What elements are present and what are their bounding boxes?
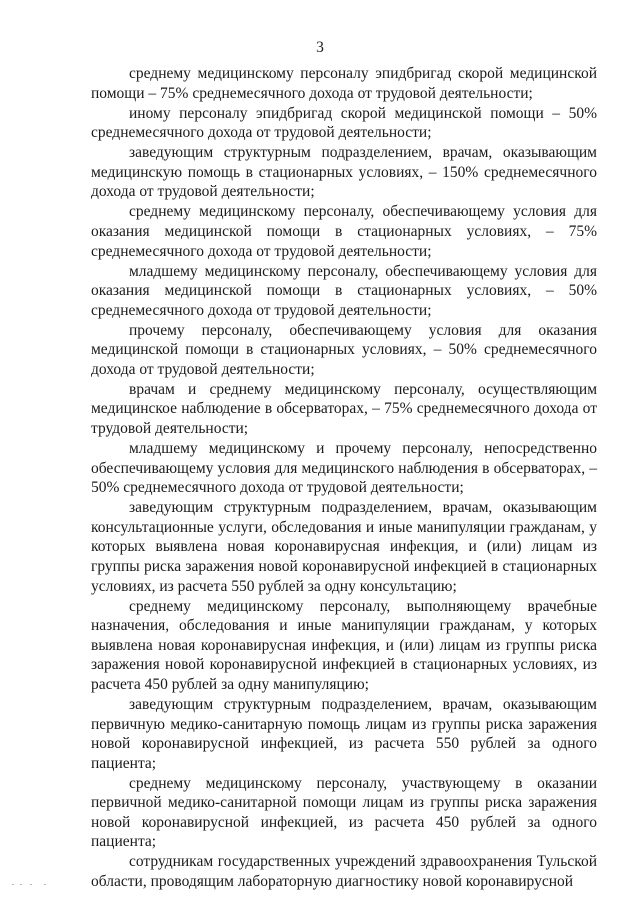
paragraph-5: младшему медицинскому персоналу, обеспечивающему условия для оказания медицинской помощи в стационарных условиях, – 50% среднемесячного дохода от трудовой деятельности; bbox=[91, 262, 597, 319]
page-number: 3 bbox=[316, 39, 324, 56]
scan-speck bbox=[30, 884, 32, 885]
scan-speck bbox=[44, 884, 46, 885]
paragraph-12: среднему медицинскому персоналу, участвующему в оказании первичной медико-санитарной помощи лицам из группы риска заражения новой коронавирусной инфекцией, из расчета 450 рублей за одного пациента; bbox=[91, 774, 597, 851]
paragraph-10: среднему медицинскому персоналу, выполняющему врачебные назначения, обследования и иные манипуляции гражданам, у которых выявлена новая коронавирусная инфекция, и (или) лицам из группы риска заражения новой коронавирусной инфекцией в стационарных условиях, из расчета 450 рублей за одну манипуляцию; bbox=[91, 597, 597, 693]
paragraph-3: заведующим структурным подразделением, врачам, оказывающим медицинскую помощь в стационарных условиях, – 150% среднемесячного дохода от трудовой деятельности; bbox=[91, 144, 597, 201]
paragraph-4: среднему медицинскому персоналу, обеспечивающему условия для оказания медицинской помощи в стационарных условиях, – 75% среднемесячного дохода от трудовой деятельности; bbox=[91, 203, 597, 260]
paragraph-6: прочему персоналу, обеспечивающему условия для оказания медицинской помощи в стационарных условиях, – 50% среднемесячного дохода от трудовой деятельности; bbox=[91, 321, 597, 378]
scan-speck bbox=[12, 884, 14, 885]
scan-speck bbox=[20, 884, 22, 885]
paragraph-1: среднему медицинскому персоналу эпидбригад скорой медицинской помощи – 75% среднемесячного дохода от трудовой деятельности; bbox=[91, 65, 597, 102]
document-body bbox=[91, 64, 597, 892]
paragraph-13: сотрудникам государственных учреждений здравоохранения Тульской области, проводящим лабораторную диагностику новой коронавирусной bbox=[91, 853, 597, 891]
paragraph-7: врачам и среднему медицинскому персоналу, осуществляющим медицинское наблюдение в обсерваторах, – 75% среднемесячного дохода от трудовой деятельности; bbox=[91, 380, 597, 438]
paragraph-9: заведующим структурным подразделением, врачам, оказывающим консультационные услуги, обследования и иные манипуляции гражданам, у которых выявлена новая коронавирусная инфекция, и (или) лицам из группы риска заражения новой коронавирусной инфекцией в стационарных условиях, из расчета 550 рублей за одну консультацию; bbox=[91, 499, 597, 595]
paragraph-2: иному персоналу эпидбригад скорой медицинской помощи – 50% среднемесячного дохода от трудовой деятельности; bbox=[91, 104, 597, 142]
paragraph-11: заведующим структурным подразделением, врачам, оказывающим первичную медико-санитарную помощь лицам из группы риска заражения новой коронавирусной инфекцией, из расчета 550 рублей за одного пациента; bbox=[91, 695, 597, 772]
paragraph-8: младшему медицинскому и прочему персоналу, непосредственно обеспечивающему условия для медицинского наблюдения в обсерваторах, – 50% среднемесячного дохода от трудовой деятельности; bbox=[91, 440, 597, 497]
